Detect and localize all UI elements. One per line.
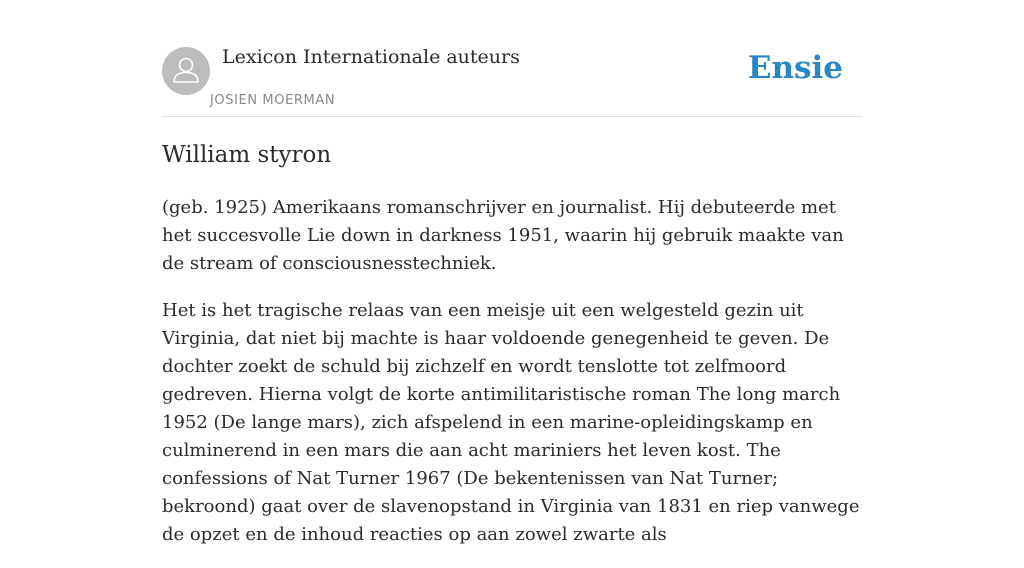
article-title: William styron	[162, 142, 332, 168]
article-paragraph: Het is het tragische relaas van een meisje uit een welgesteld gezin uit Virginia, dat niet bij machte is haar voldoende genegenheid te geven. De dochter zoekt de schuld bij zichzelf en wordt tenslotte tot zelfmoord gedreven. Hierna volgt de korte antimilitaristische roman The long march 1952 (De lange mars), zich afspelend in een marine-opleidingskamp en culminerend in een mars die aan acht mariniers het leven kost. The confessions of Nat Turner 1967 (De bekentenissen van Nat Turner; bekroond) gaat over de slavenopstand in Virginia van 1831 en riep vanwege de opzet en de inhoud reacties op aan zowel zwarte als	[162, 300, 860, 545]
source-title-link[interactable]: Lexicon Internationale auteurs	[222, 46, 520, 68]
author-name[interactable]: JOSIEN MOERMAN	[210, 93, 336, 108]
author-avatar[interactable]	[162, 47, 210, 95]
article-body	[162, 138, 862, 568]
brand-logo[interactable]: Ensie	[747, 50, 843, 86]
article-paragraph: (geb. 1925) Amerikaans romanschrijver en journalist. Hij debuteerde met het succesvolle Lie down in darkness 1951, waarin hij gebruik maakte van de stream of consciousnesstechniek.	[162, 197, 844, 274]
user-placeholder-icon	[162, 47, 210, 95]
article-header	[162, 0, 862, 117]
